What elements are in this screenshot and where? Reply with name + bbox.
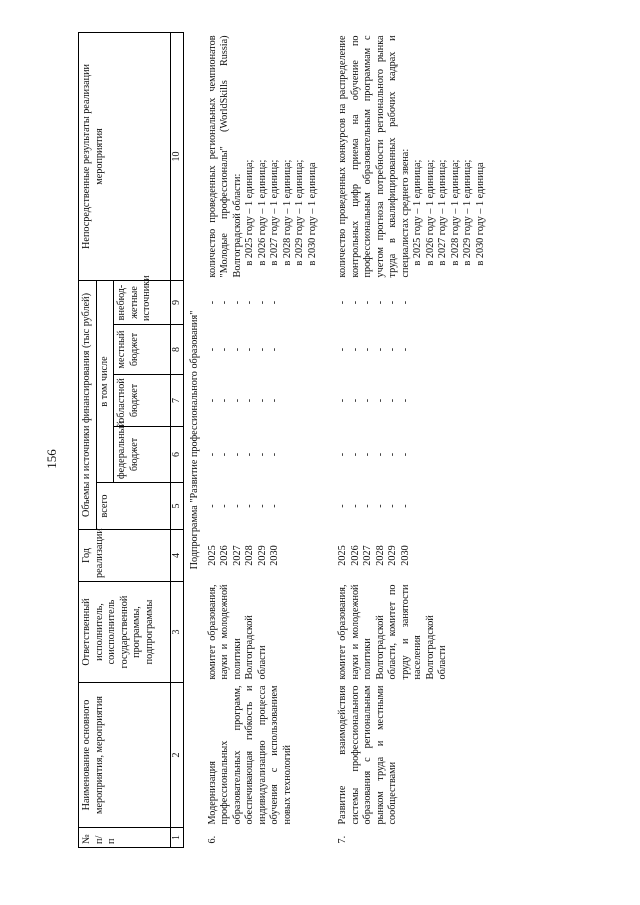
- dash: -: [362, 347, 373, 352]
- dash-column-local: [335, 325, 489, 375]
- dash: -: [269, 398, 280, 403]
- header-local: местный бюджет: [114, 325, 171, 375]
- result-line: в 2026 году – 1 единица;: [424, 159, 436, 266]
- dash: -: [219, 504, 230, 508]
- row-num: 7.: [337, 835, 348, 844]
- dash: -: [387, 300, 398, 305]
- year: 2028: [374, 545, 386, 566]
- result-line: в 2030 году – 1 единица: [306, 162, 318, 266]
- dash: -: [374, 504, 386, 508]
- dash: -: [206, 398, 218, 403]
- dash: -: [399, 347, 411, 352]
- result-line: в 2029 году – 1 единица;: [294, 159, 305, 266]
- header-num: № п/п: [79, 828, 171, 848]
- col-number: 9: [171, 280, 184, 324]
- dash: -: [219, 398, 230, 403]
- header-incl: в том числе: [96, 280, 114, 482]
- col-number: 1: [171, 828, 184, 848]
- year: 2026: [349, 545, 361, 566]
- row-results: [335, 32, 489, 280]
- dash: -: [231, 300, 243, 305]
- dash-column-federal: [205, 427, 322, 483]
- col-number: 7: [171, 375, 184, 427]
- dash-column-regional: [205, 375, 322, 427]
- year: 2027: [231, 545, 243, 566]
- year: 2025: [337, 545, 348, 566]
- dash-column-extra: [335, 280, 489, 324]
- dash: -: [337, 300, 348, 305]
- dash: -: [231, 504, 243, 508]
- header-responsible: Ответственный исполнитель, соисполнитель государственной программы, подпрограммы: [79, 582, 171, 683]
- year: 2027: [362, 545, 373, 566]
- dash-column-extra: [205, 280, 322, 324]
- year: 2026: [219, 545, 230, 566]
- header-results: Непосредственные результаты реализации мероприятия: [79, 32, 171, 280]
- result-intro: количество проведенных региональных чемпионатов "Молодые профессионалы" (WorldSkills Russia) Волгоградской области:: [206, 35, 243, 278]
- col-number: 2: [171, 683, 184, 828]
- dash: -: [269, 300, 280, 305]
- dash-column-total: [205, 483, 322, 530]
- dash: -: [206, 452, 218, 457]
- dash: -: [349, 398, 361, 403]
- dash-column-total: [335, 483, 489, 530]
- dash: -: [256, 504, 268, 508]
- dash: -: [374, 300, 386, 305]
- dash: -: [231, 347, 243, 352]
- dash: -: [256, 452, 268, 457]
- col-number: 6: [171, 427, 184, 483]
- dash: -: [349, 347, 361, 352]
- dash: -: [387, 504, 398, 508]
- dash: -: [244, 504, 255, 508]
- row-responsible: комитет образования, науки и молодежной политики Волгоградской области, комитет по труду и занятости населения Волгоградской области: [337, 584, 448, 680]
- dash: -: [256, 347, 268, 352]
- dash: -: [269, 347, 280, 352]
- dash: -: [269, 504, 280, 508]
- header-name: Наименование основного мероприятия, мероприятия: [79, 683, 171, 828]
- year: 2029: [256, 545, 268, 566]
- table-row: [335, 32, 489, 847]
- dash: -: [337, 452, 348, 457]
- dash: -: [219, 347, 230, 352]
- dash: -: [219, 452, 230, 457]
- header-extra: внебюд-жетные источники: [114, 280, 171, 324]
- result-line: в 2026 году – 1 единица;: [256, 159, 268, 266]
- table-row: [205, 32, 322, 847]
- row-years: [205, 530, 322, 582]
- col-number: 3: [171, 582, 184, 683]
- dash: -: [337, 347, 348, 352]
- year: 2028: [244, 545, 255, 566]
- dash: -: [374, 398, 386, 403]
- dash: -: [206, 504, 218, 508]
- result-line: в 2025 году – 1 единица;: [412, 159, 423, 266]
- dash: -: [399, 398, 411, 403]
- row-responsible: комитет образования, науки и молодежной политики Волгоградской области: [206, 584, 268, 680]
- dash: -: [399, 300, 411, 305]
- rotated-page: [78, 33, 593, 848]
- row-num: 6.: [206, 835, 218, 844]
- year: 2030: [269, 545, 280, 566]
- dash: -: [244, 347, 255, 352]
- result-line: в 2028 году – 1 единица;: [281, 159, 293, 266]
- year: 2030: [399, 545, 411, 566]
- row-results: [205, 32, 322, 280]
- dash: -: [206, 347, 218, 352]
- header-volumes: Объемы и источники финансирования (тыс рублей): [79, 280, 97, 529]
- result-line: в 2027 году – 1 единица;: [437, 159, 448, 266]
- dash: -: [374, 452, 386, 457]
- header-year: Год реализации: [79, 530, 171, 582]
- header-total: всего: [96, 483, 171, 530]
- dash: -: [256, 300, 268, 305]
- dash: -: [349, 504, 361, 508]
- result-line: в 2025 году – 1 единица;: [244, 159, 255, 266]
- col-number: 10: [171, 32, 184, 280]
- dash: -: [387, 398, 398, 403]
- dash: -: [244, 300, 255, 305]
- dash: -: [269, 452, 280, 457]
- result-line: в 2028 году – 1 единица;: [449, 159, 461, 266]
- dash: -: [219, 300, 230, 305]
- year: 2025: [206, 545, 218, 566]
- dash: -: [231, 452, 243, 457]
- dash: -: [387, 452, 398, 457]
- program-table: [78, 32, 489, 848]
- dash: -: [231, 398, 243, 403]
- col-number: 8: [171, 325, 184, 375]
- dash: -: [244, 398, 255, 403]
- dash: -: [399, 452, 411, 457]
- header-regional: областной бюджет: [114, 375, 171, 427]
- dash: -: [362, 504, 373, 508]
- dash: -: [362, 452, 373, 457]
- dash: -: [362, 300, 373, 305]
- col-number: 4: [171, 530, 184, 582]
- dash: -: [244, 452, 255, 457]
- dash: -: [256, 398, 268, 403]
- page-number: 156: [44, 449, 59, 469]
- dash: -: [337, 504, 348, 508]
- row-years: [335, 530, 489, 582]
- dash: -: [374, 347, 386, 352]
- dash-column-regional: [335, 375, 489, 427]
- result-line: в 2030 году – 1 единица: [474, 162, 486, 266]
- dash: -: [349, 452, 361, 457]
- dash: -: [337, 398, 348, 403]
- result-line: в 2027 году – 1 единица;: [269, 159, 280, 266]
- dash: -: [349, 300, 361, 305]
- dash: -: [362, 398, 373, 403]
- col-number: 5: [171, 483, 184, 530]
- result-line: в 2029 году – 1 единица;: [462, 159, 473, 266]
- dash: -: [206, 300, 218, 305]
- dash: -: [399, 504, 411, 508]
- year: 2029: [387, 545, 398, 566]
- dash-column-federal: [335, 427, 489, 483]
- subprogram-title: Подпрограмма "Развитие профессионального образования": [189, 310, 200, 570]
- row-name: Развитие взаимодействия системы профессионального образования с региональным рынком труда и местными сообществами: [337, 685, 398, 825]
- dash: -: [387, 347, 398, 352]
- result-intro: количество проведенных конкурсов на распределение контрольных цифр приема на обучение по профессиональным образовательным программам с учетом прогноза потребности регионального рынка труда в квалифицированных рабочих кадрах и специалистах среднего звена:: [337, 35, 411, 278]
- header-federal: федеральный бюджет: [114, 427, 171, 483]
- dash-column-local: [205, 325, 322, 375]
- row-name: Модернизация профессиональных образовательных программ, обеспечивающая гибкость и индивидуализацию процесса обучения с использованием новых технологий: [206, 685, 293, 825]
